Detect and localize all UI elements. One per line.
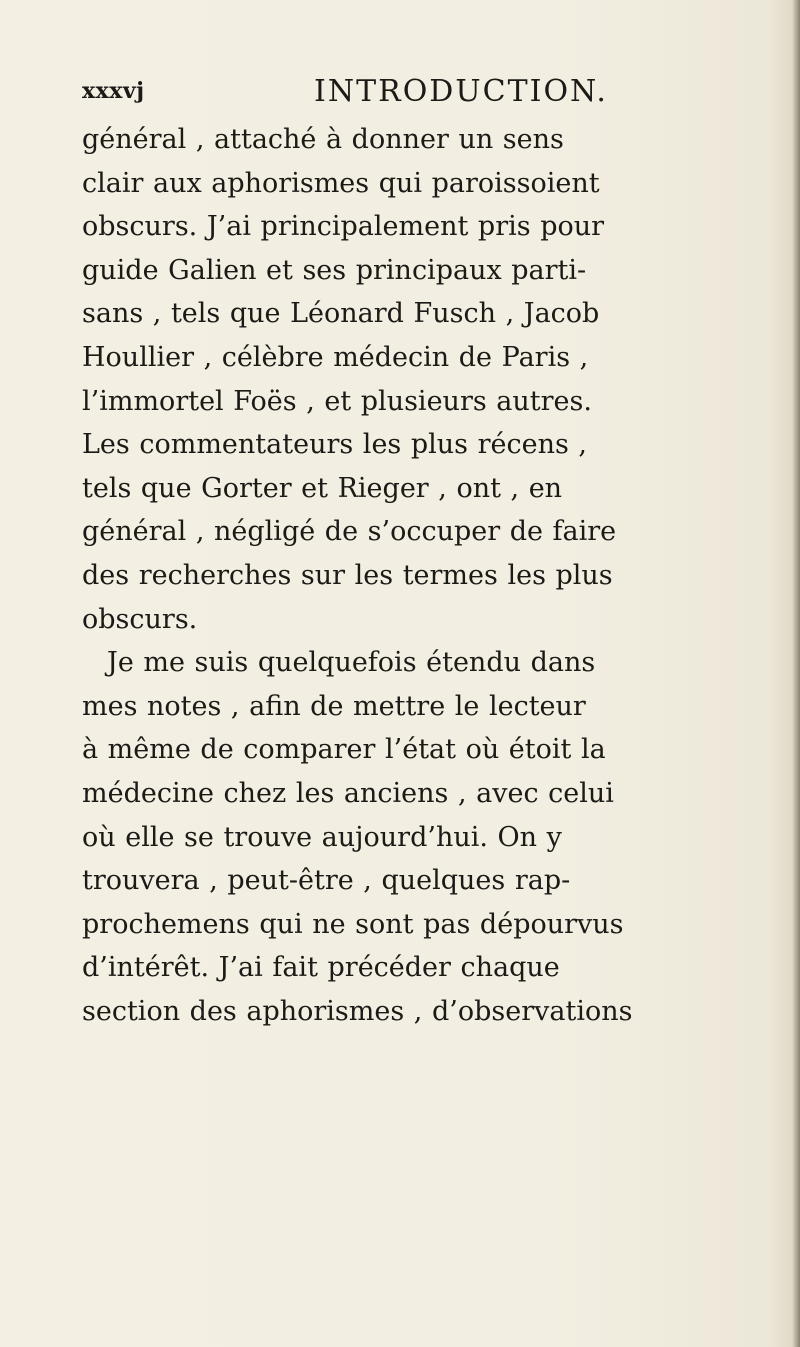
text-line: mes notes , afin de mettre le lecteur bbox=[82, 690, 586, 722]
text-line: à même de comparer l’état où étoit la bbox=[82, 734, 606, 766]
text-line: guide Galien et ses principaux parti- bbox=[82, 254, 587, 286]
text-line: Les commentateurs les plus récens , bbox=[82, 429, 588, 461]
text-line: section des aphorismes , d’observations bbox=[82, 995, 633, 1027]
text-line: Houllier , célèbre médecin de Paris , bbox=[82, 341, 589, 373]
text-line: sans , tels que Léonard Fusch , Jacob bbox=[82, 298, 600, 330]
paragraph-start-line: Je me suis quelquefois étendu dans bbox=[107, 647, 596, 679]
text-line: où elle se trouve aujourd’hui. On y bbox=[82, 821, 562, 853]
text-line: médecine chez les anciens , avec celui bbox=[82, 777, 614, 809]
text-line: l’immortel Foës , et plusieurs autres. bbox=[82, 385, 592, 417]
page-edge-shadow bbox=[792, 0, 800, 1347]
body-text bbox=[82, 118, 782, 1033]
text-line: prochemens qui ne sont pas dépourvus bbox=[82, 908, 624, 940]
running-title: INTRODUCTION. bbox=[314, 74, 608, 109]
text-line: obscurs. J’ai principalement pris pour bbox=[82, 211, 605, 243]
text-line: général , attaché à donner un sens bbox=[82, 124, 564, 155]
page-number: xxxvj bbox=[82, 78, 145, 104]
text-line: d’intérêt. J’ai fait précéder chaque bbox=[82, 952, 560, 984]
text-line: général , négligé de s’occuper de faire bbox=[82, 516, 617, 548]
text-line: tels que Gorter et Rieger , ont , en bbox=[82, 472, 563, 504]
text-line: des recherches sur les termes les plus bbox=[82, 559, 613, 591]
text-line: clair aux aphorismes qui paroissoient bbox=[82, 167, 600, 199]
text-line: trouvera , peut-être , quelques rap- bbox=[82, 865, 571, 897]
running-head bbox=[82, 74, 702, 118]
text-line: obscurs. bbox=[82, 603, 198, 635]
